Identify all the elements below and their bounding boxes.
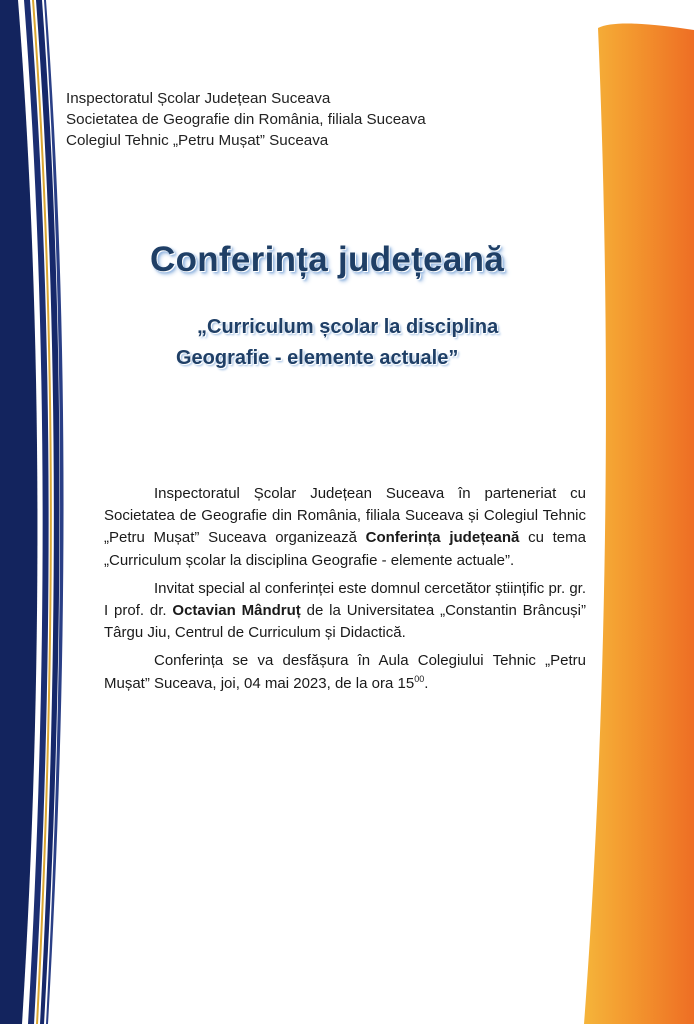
navy-band-main <box>0 0 37 1024</box>
paragraph-partnership <box>104 483 586 572</box>
conference-title: Conferința județeană <box>150 240 505 279</box>
paragraph-guest-text-a: Invitat special al conferinței este domnul cercetător științific pr. gr. I prof. dr. <box>104 579 586 620</box>
paragraph-guest-text-b: de la Universitatea „Constantin Brâncuși” Târgu Jiu, Centrul de Curriculum și Didactică. <box>104 602 587 642</box>
paragraph-venue-text-a: Conferința se va desfășura în Aula Colegiului Tehnic „Petru Mușat” Suceava, joi, 04 mai 2023, de la ora 15 <box>104 652 586 692</box>
organizer-geography-society: Societatea de Geografie din România, filiala Suceava <box>66 111 426 128</box>
paragraph-guest <box>104 578 586 645</box>
announcement-body <box>104 483 586 701</box>
conference-subtitle <box>150 312 570 374</box>
paragraph-venue-text-b: . <box>424 674 429 692</box>
guest-name-bold: Octavian Mândruț <box>172 602 301 620</box>
organizer-college: Colegiul Tehnic „Petru Mușat” Suceava <box>66 132 329 149</box>
subtitle-line-1: „Curriculum școlar la disciplina <box>197 316 499 338</box>
orange-band <box>584 24 694 1024</box>
conference-name-bold: Conferința județeană <box>365 529 520 547</box>
right-orange-band-decoration <box>584 0 694 1024</box>
paragraph-venue <box>104 650 586 694</box>
organizer-inspectorate: Inspectoratul Școlar Județean Suceava <box>66 90 331 107</box>
organizers-header <box>66 88 546 151</box>
paragraph-partnership-text-b: cu tema „Curriculum școlar la disciplina Geografie - elemente actuale”. <box>104 529 586 569</box>
left-navy-swoosh-decoration <box>0 0 110 1024</box>
paragraph-partnership-text-a: Inspectoratul Școlar Județean Suceava în parteneriat cu Societatea de Geografie din România, filiala Suceava și Colegiul Tehnic „Petru Mușat” Suceava organizează <box>104 485 586 547</box>
subtitle-line-2: Geografie - elemente actuale” <box>176 347 459 369</box>
time-superscript: 00 <box>414 673 425 684</box>
